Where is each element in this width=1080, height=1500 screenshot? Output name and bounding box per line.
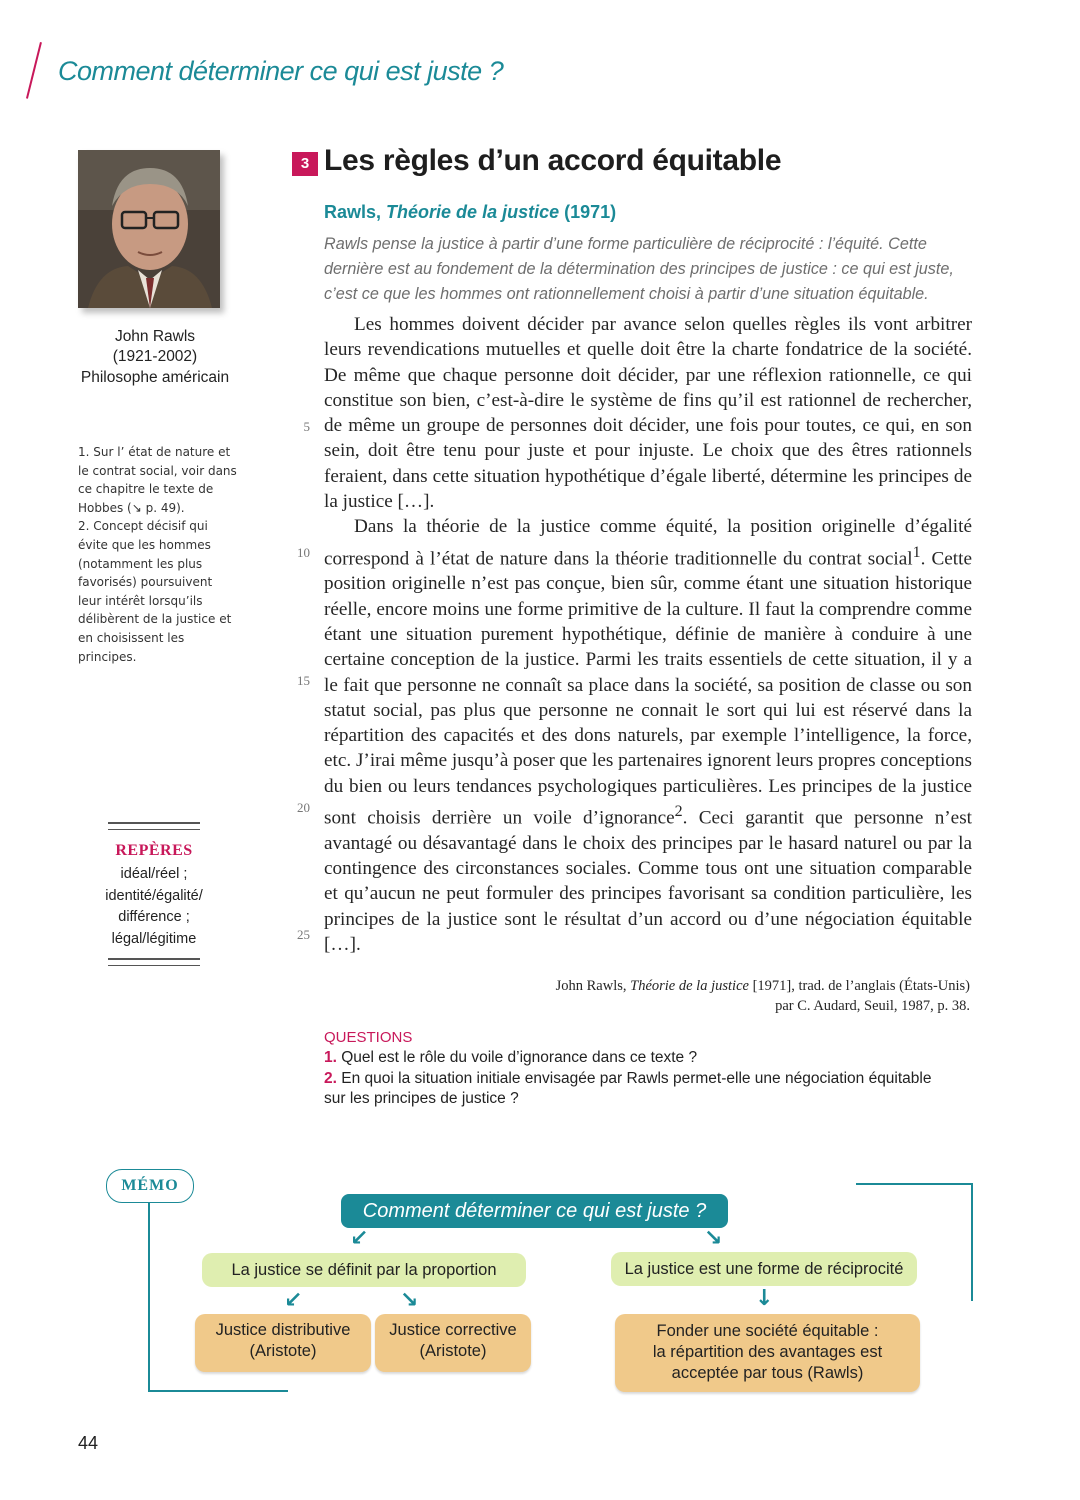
arrow-down-left-icon: ↙: [284, 1288, 303, 1313]
footnote-2: 2. Concept décisif qui évite que les hommes (notamment les plus favorisés) poursuivent leur intérêt lorsqu’ils délibèrent de la justice et en choisissent les principes.: [78, 519, 232, 664]
page-number: 44: [78, 1433, 99, 1453]
leaf-line: Justice distributive: [215, 1321, 351, 1339]
source-work: Théorie de la justice: [386, 202, 560, 222]
author-role: Philosophe américain: [80, 369, 230, 386]
question-text: En quoi la situation initiale envisagée par Rawls permet-elle une négociation équitable sur les principes de justice ?: [324, 1069, 932, 1107]
citation-work: Théorie de la justice: [630, 978, 749, 994]
memo-main-question: Comment déterminer ce qui est juste ?: [341, 1194, 728, 1228]
reperes-term: différence ;: [118, 909, 190, 925]
arrow-down-icon: ↓: [755, 1286, 774, 1311]
reperes-terms: [94, 864, 214, 950]
reperes-term: légal/légitime: [111, 930, 197, 947]
paragraph-2-part-c: . Ceci garantit que personne n’est avantagé ou désavantagé dans le choix des principes par le hasard naturel ou par la contingence des circonstances sociales. Comme tous ont une situation comparable et qu’aucun ne peut formuler des principes favorisant sa condition particulière, les principes de la justice sont le résultat d’un accord ou d’une négociation équitable […].: [324, 807, 972, 955]
question-number: 1.: [324, 1049, 337, 1066]
citation-publisher: par C. Audard, Seuil, 1987, p. 38.: [775, 998, 970, 1014]
source-year: (1971): [564, 202, 617, 222]
memo-frame-bottom: [148, 1390, 288, 1392]
author-dates: (1921-2002): [112, 348, 198, 365]
line-number: 10: [297, 545, 310, 560]
header-slash-decoration: [26, 42, 42, 99]
memo-leaf-rawls: [615, 1314, 920, 1392]
portrait-photo-icon: [78, 150, 220, 308]
reperes-title: REPÈRES: [115, 842, 193, 859]
section-number-badge: 3: [292, 152, 318, 176]
memo-branch-proportion: La justice se définit par la proportion: [202, 1253, 526, 1287]
main-text: [324, 312, 972, 957]
citation-details: [1971], trad. de l’anglais (États-Unis): [752, 978, 970, 994]
arrow-down-left-icon: ↙: [350, 1226, 369, 1251]
chapter-title: Comment déterminer ce qui est juste ?: [58, 56, 504, 86]
footnote-ref-1: 1: [912, 543, 921, 561]
line-number: 20: [297, 800, 310, 815]
memo-frame-top: [856, 1183, 972, 1185]
questions-title: QUESTIONS: [324, 1029, 413, 1046]
line-number: 25: [297, 927, 310, 942]
section-title: Les règles d’un accord équitable: [324, 144, 782, 177]
memo-leaf-corrective: [375, 1314, 531, 1372]
line-number: 15: [297, 673, 310, 688]
leaf-line: (Aristote): [249, 1342, 317, 1360]
leaf-line: la répartition des avantages est: [652, 1343, 883, 1361]
memo-leaf-distributive: [195, 1314, 371, 1372]
arrow-down-right-icon: ↘: [704, 1226, 723, 1251]
paragraph-2: [324, 514, 972, 957]
paragraph-2-part-b: . Cette position originelle n’est pas conçue, bien sûr, comme étant une situation historique réelle, encore moins une forme primitive de la culture. Il faut la comprendre comme étant une situation purement hypothétique, définie de manière à conduire à une certaine conception de la justice. Parmi les traits essentiels de cette situation, il y a le fait que personne ne connaît sa place dans la société, sa position de classe ou son statut social, pas plus que personne ne connait le sort qui lui est réservé dans la répartition des capacités et des dons naturels, par exemple l’intelligence, la force, etc. J’irai même jusqu’à poser que les partenaires ignorent leurs propres conceptions du bien ou leurs tendances psychologiques particulières. Les principes de la justice sont choisis derrière un voile d’ignorance: [324, 548, 972, 829]
reperes-term: identité/égalité/: [105, 887, 203, 904]
citation: [556, 976, 970, 1016]
intro-text: Rawls pense la justice à partir d’une forme particulière de réciprocité : l’équité. Cette dernière est au fondement de la détermination des principes de justice : ce qui est juste, c’est ce que les hommes ont rationnellement choisi à partir d’une situation équitable.: [324, 235, 954, 303]
reperes-top-rule: [108, 822, 200, 830]
question-number: 2.: [324, 1069, 337, 1087]
line-number: 5: [303, 419, 310, 434]
paragraph-1: Les hommes doivent décider par avance selon quelles règles ils vont arbitrer leurs revendications mutuelles et quelle doit être la charte fondatrice de la société. De même que chaque personne doit décider, par une réflexion rationnelle, ce qui constitue son bien, c’est-à-dire le système de fins qu’il est rationnel de rechercher, de même un groupe de personnes doit décider, une fois pour toutes, ce qui, en son sein, doit être tenu pour juste et pour injuste. Le choix que des êtres rationnels feraient, dans cette situation hypothétique d’égale liberté, détermine les principes de la justice […].: [324, 314, 972, 513]
author-name: John Rawls: [114, 328, 196, 345]
reperes-bottom-rule: [108, 958, 200, 966]
citation-author: John Rawls,: [555, 978, 627, 994]
memo-badge: MÉMO: [106, 1169, 194, 1203]
memo-branch-reciprocity: La justice est une forme de réciprocité: [611, 1252, 917, 1286]
footnote-ref-2: 2: [674, 803, 683, 821]
leaf-line: Justice corrective: [389, 1321, 517, 1339]
arrow-down-right-icon: ↘: [400, 1288, 419, 1313]
paragraph-2-part-a: Dans la théorie de la justice comme équité, la position originelle d’égalité correspond à l’état de nature dans la théorie traditionnelle du contrat social: [324, 516, 972, 570]
question-item: [324, 1069, 944, 1110]
leaf-line: acceptée par tous (Rawls): [671, 1364, 864, 1382]
question-text: Quel est le rôle du voile d’ignorance dans ce texte ?: [341, 1049, 698, 1066]
footnote-1: 1. Sur l’ état de nature et le contrat social, voir dans ce chapitre le texte de Hobbes (↘ p. 49).: [78, 445, 237, 515]
leaf-line: Fonder une société équitable :: [656, 1322, 879, 1340]
footnotes: [78, 443, 238, 666]
source-title: [324, 202, 616, 223]
memo-frame-right: [971, 1183, 973, 1301]
reperes-box: [105, 822, 203, 964]
leaf-line: (Aristote): [419, 1342, 487, 1360]
reperes-term: idéal/réel ;: [120, 866, 188, 882]
question-item: [324, 1048, 944, 1069]
questions-list: [324, 1048, 944, 1110]
memo-frame-left: [148, 1201, 150, 1391]
source-author: Rawls,: [324, 202, 382, 222]
